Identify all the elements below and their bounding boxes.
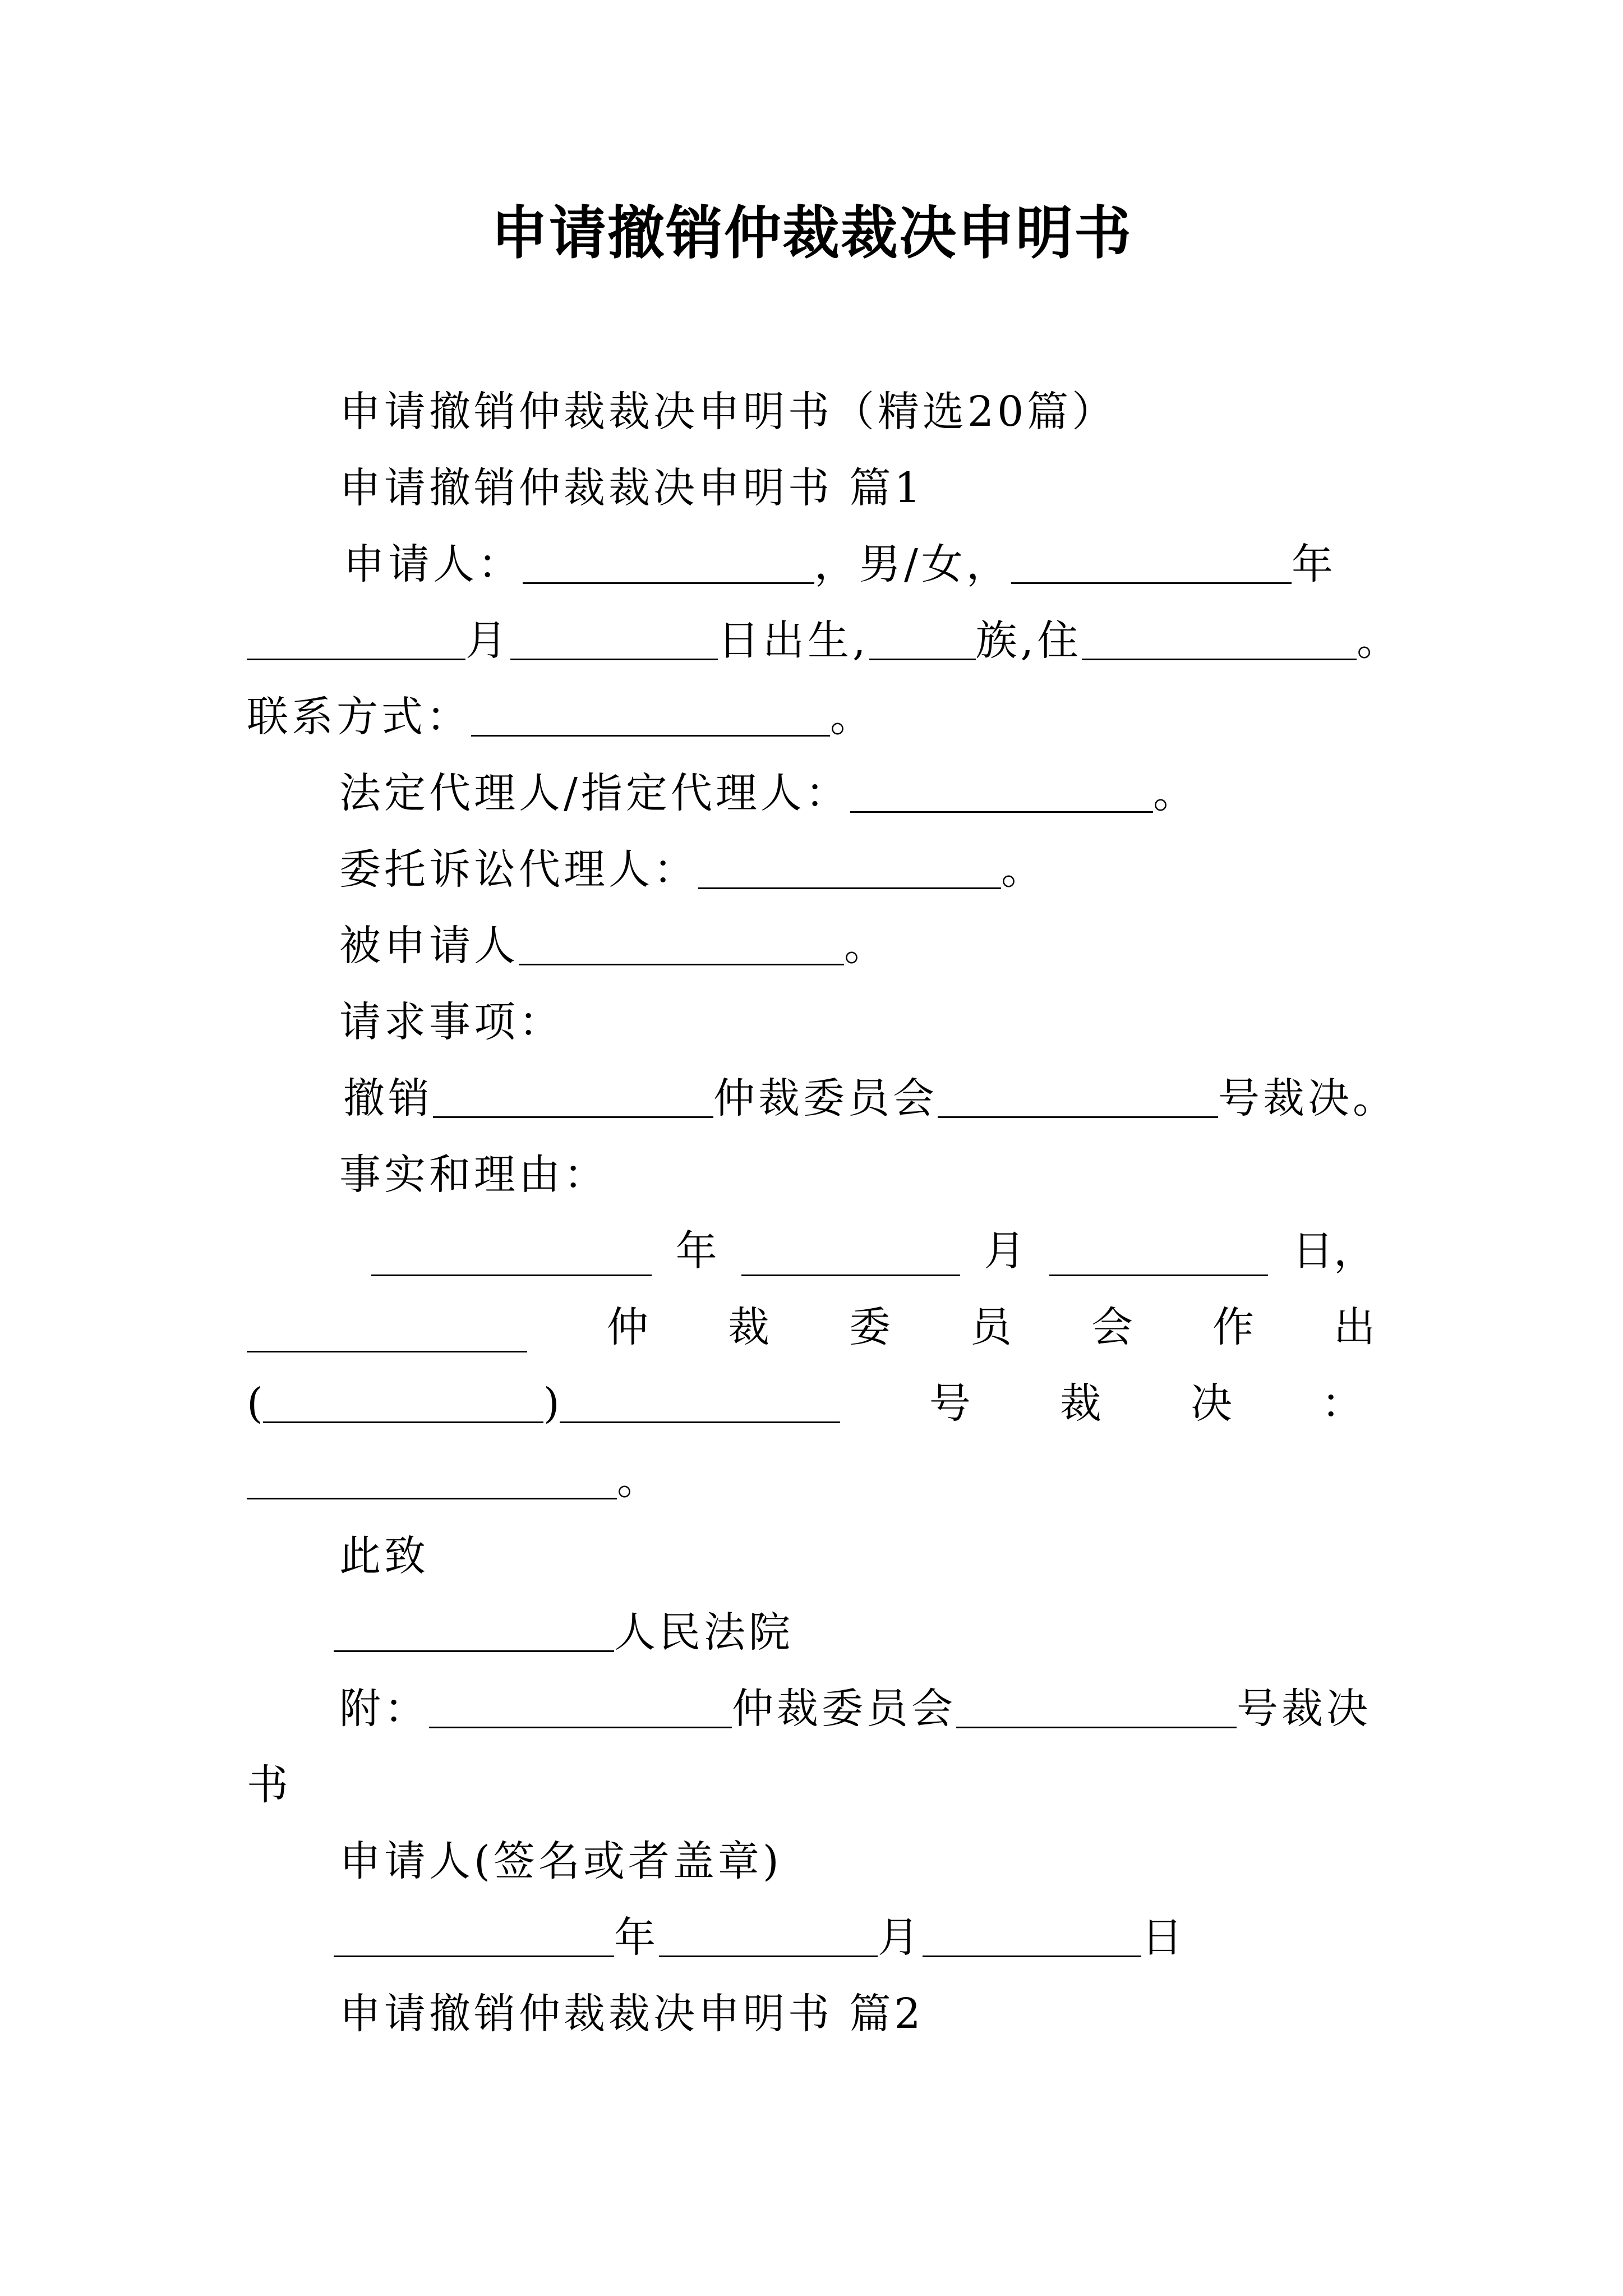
revoke-committee-blank [433,1077,713,1118]
sign-month-blank [659,1916,878,1957]
ruling-char-0: 号 [929,1379,971,1428]
facts-committee-blank [247,1312,527,1352]
facts-day-blank [1049,1235,1268,1276]
birth-line [247,616,1401,666]
sign-year-blank [334,1916,614,1957]
court-label: 人民法院 [614,1608,794,1657]
made-char-3: 员 [970,1303,1012,1351]
attach-ruling-label: 号裁决 [1237,1685,1371,1733]
made-char-5: 作 [1212,1303,1254,1351]
address-blank [1082,619,1357,660]
court-line [334,1608,794,1658]
signature-date-line [334,1913,1186,1963]
facts-date-line [371,1226,1375,1276]
entrusted-agent-period: 。 [1001,845,1046,894]
address-period: 。 [1357,616,1402,665]
ethnicity-blank [869,619,976,660]
made-char-0: 仲 [607,1303,648,1351]
revoke-committee-label: 仲裁委员会 [713,1074,938,1122]
document-title: 申请撤销仲裁裁决申明书 [491,200,1132,267]
revoke-line [343,1074,1398,1124]
facts-committee-line [247,1303,1375,1352]
ruling-char-1: 裁 [1059,1379,1101,1428]
applicant-label: 申请人： [343,540,523,588]
attachment-line [339,1684,1371,1734]
sign-year-label: 年 [614,1913,659,1962]
sign-month-label: 月 [878,1913,923,1962]
paren-open: ( [247,1379,263,1428]
contact-period: 。 [830,693,875,741]
birth-year-label: 年 [1291,540,1336,588]
entrusted-agent-label: 委托诉讼代理人： [339,845,698,894]
respondent-period: 。 [844,922,889,970]
facts-year-label: 年 [675,1227,717,1275]
contact-label: 联系方式： [247,693,471,741]
salutation: 此致 [339,1532,429,1580]
section-1-heading: 申请撤销仲裁裁决申明书 篇1 [339,464,924,512]
applicant-name-blank [523,543,814,584]
birth-month-blank [247,619,465,660]
legal-agent-label: 法定代理人/指定代理人： [339,769,850,817]
ruling-number-group [247,1379,840,1429]
entrusted-agent-blank [698,848,1001,889]
facts-month-label: 月 [984,1227,1026,1275]
respondent-label: 被申请人 [339,922,519,970]
applicant-line [343,540,1336,590]
birth-year-blank [1011,543,1292,584]
facts-day-label: 日， [1292,1227,1375,1275]
ruling-char-3: ： [1321,1379,1363,1428]
court-blank [334,1611,614,1652]
attach-committee-blank [429,1687,732,1728]
legal-agent-line [339,769,1198,818]
attach-committee-label: 仲裁委员会 [732,1685,956,1733]
made-char-2: 委 [849,1303,891,1351]
respondent-line [339,921,889,971]
ruling-year-blank [263,1382,543,1423]
applicant-gender: ，男/女， [814,540,1011,588]
birth-day-blank [510,619,718,660]
section-2-heading: 申请撤销仲裁裁决申明书 篇2 [339,1990,924,2038]
facts-content-period: 。 [617,1456,662,1504]
requests-heading: 请求事项： [339,998,564,1046]
legal-agent-blank [850,772,1153,813]
made-char-1: 裁 [728,1303,769,1351]
facts-ruling-line [247,1379,1363,1429]
made-char-6: 出 [1334,1303,1375,1351]
facts-year-blank [371,1235,652,1276]
respondent-blank [519,924,844,965]
paren-close: ) [543,1379,560,1428]
sign-day-label: 日 [1141,1913,1186,1962]
revoke-label: 撤销 [343,1074,433,1122]
entrusted-agent-line [339,845,1046,895]
ruling-char-2: 决 [1190,1379,1232,1428]
facts-heading: 事实和理由： [339,1151,608,1199]
ruling-number-blank [560,1382,840,1423]
attach-ruling-blank [956,1687,1237,1728]
birth-label: 日出生, [718,616,869,665]
facts-content-blank [247,1458,617,1499]
legal-agent-period: 。 [1152,769,1198,817]
made-char-4: 会 [1091,1303,1133,1351]
facts-month-blank [741,1235,960,1276]
facts-content-line [247,1455,662,1505]
contact-line [247,692,875,742]
birth-month-label: 月 [465,616,510,665]
signature-line: 申请人(签名或者盖章) [339,1837,782,1885]
sign-day-blank [923,1916,1141,1957]
ethnicity-label: 族,住 [975,616,1082,665]
revoke-ruling-label: 号裁决。 [1218,1074,1398,1122]
revoke-ruling-blank [938,1077,1218,1118]
attach-label: 附： [339,1685,429,1733]
attachment-wrap: 书 [247,1761,292,1809]
contact-blank [471,696,830,737]
document-subtitle: 申请撤销仲裁裁决申明书（精选20篇） [339,388,1117,436]
